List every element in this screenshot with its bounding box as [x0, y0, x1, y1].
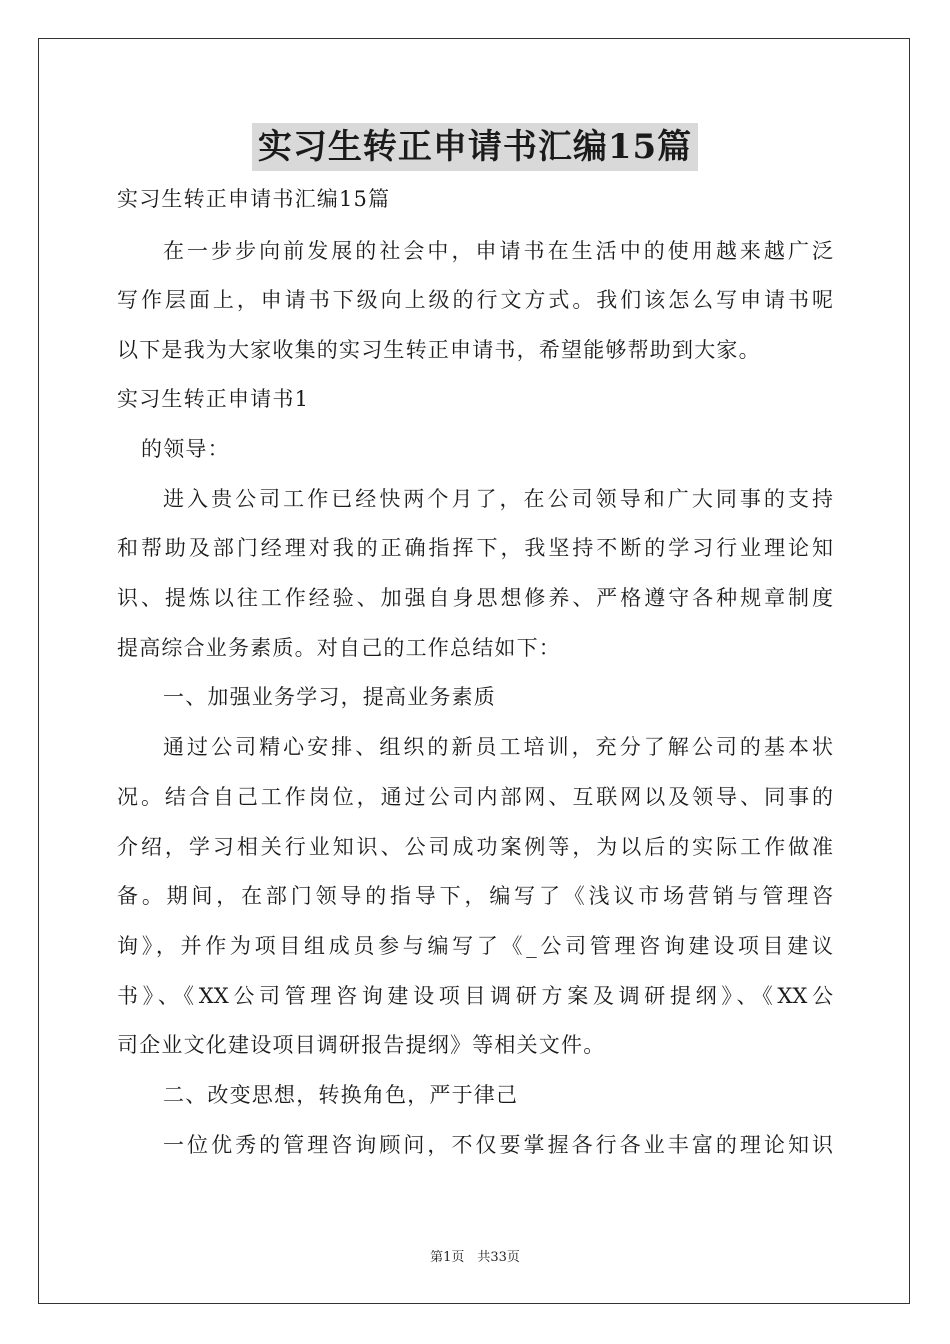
paragraph-line: 以下是我为大家收集的实习生转正申请书，希望能够帮助到大家。	[117, 338, 761, 362]
subtitle-line: 实习生转正申请书汇编15篇	[117, 187, 391, 211]
paragraph-line: 一位优秀的管理咨询顾问，不仅要掌握各行各业丰富的理论知识	[163, 1133, 833, 1157]
paragraph-line: 在一步步向前发展的社会中，申请书在生活中的使用越来越广泛	[163, 239, 833, 263]
paragraph-line: 询》，并作为项目组成员参与编写了《_公司管理咨询建设项目建议	[117, 934, 833, 958]
paragraph-line: 进入贵公司工作已经快两个月了，在公司领导和广大同事的支持	[163, 487, 833, 511]
section-heading: 实习生转正申请书1	[117, 387, 310, 411]
paragraph-line: 和帮助及部门经理对我的正确指挥下，我坚持不断的学习行业理论知	[117, 536, 833, 560]
paragraph-line: 况。结合自己工作岗位，通过公司内部网、互联网以及领导、同事的	[117, 785, 833, 809]
paragraph-line: 写作层面上，申请书下级向上级的行文方式。我们该怎么写申请书呢	[117, 288, 833, 312]
subheading-1: 一、加强业务学习，提高业务素质	[163, 685, 496, 709]
paragraph-line: 提高综合业务素质。对自己的工作总结如下：	[117, 636, 561, 660]
page-footer: 第1页 共33页	[430, 1250, 520, 1265]
paragraph-line: 介绍，学习相关行业知识、公司成功案例等，为以后的实际工作做准	[117, 835, 833, 859]
paragraph-line: 识、提炼以往工作经验、加强自身思想修养、严格遵守各种规章制度	[117, 586, 833, 610]
salutation: 的领导：	[141, 437, 230, 461]
page-border	[38, 38, 910, 1304]
paragraph-line: 书》、《XX公司管理咨询建设项目调研方案及调研提纲》、《XX公	[117, 984, 833, 1008]
paragraph-line: 通过公司精心安排、组织的新员工培训，充分了解公司的基本状	[163, 735, 833, 759]
paragraph-line: 备。期间，在部门领导的指导下，编写了《浅议市场营销与管理咨	[117, 884, 833, 908]
paragraph-line: 司企业文化建设项目调研报告提纲》等相关文件。	[117, 1033, 606, 1057]
subheading-2: 二、改变思想，转换角色，严于律己	[163, 1083, 519, 1107]
document-title: 实习生转正申请书汇编15篇	[252, 123, 698, 171]
